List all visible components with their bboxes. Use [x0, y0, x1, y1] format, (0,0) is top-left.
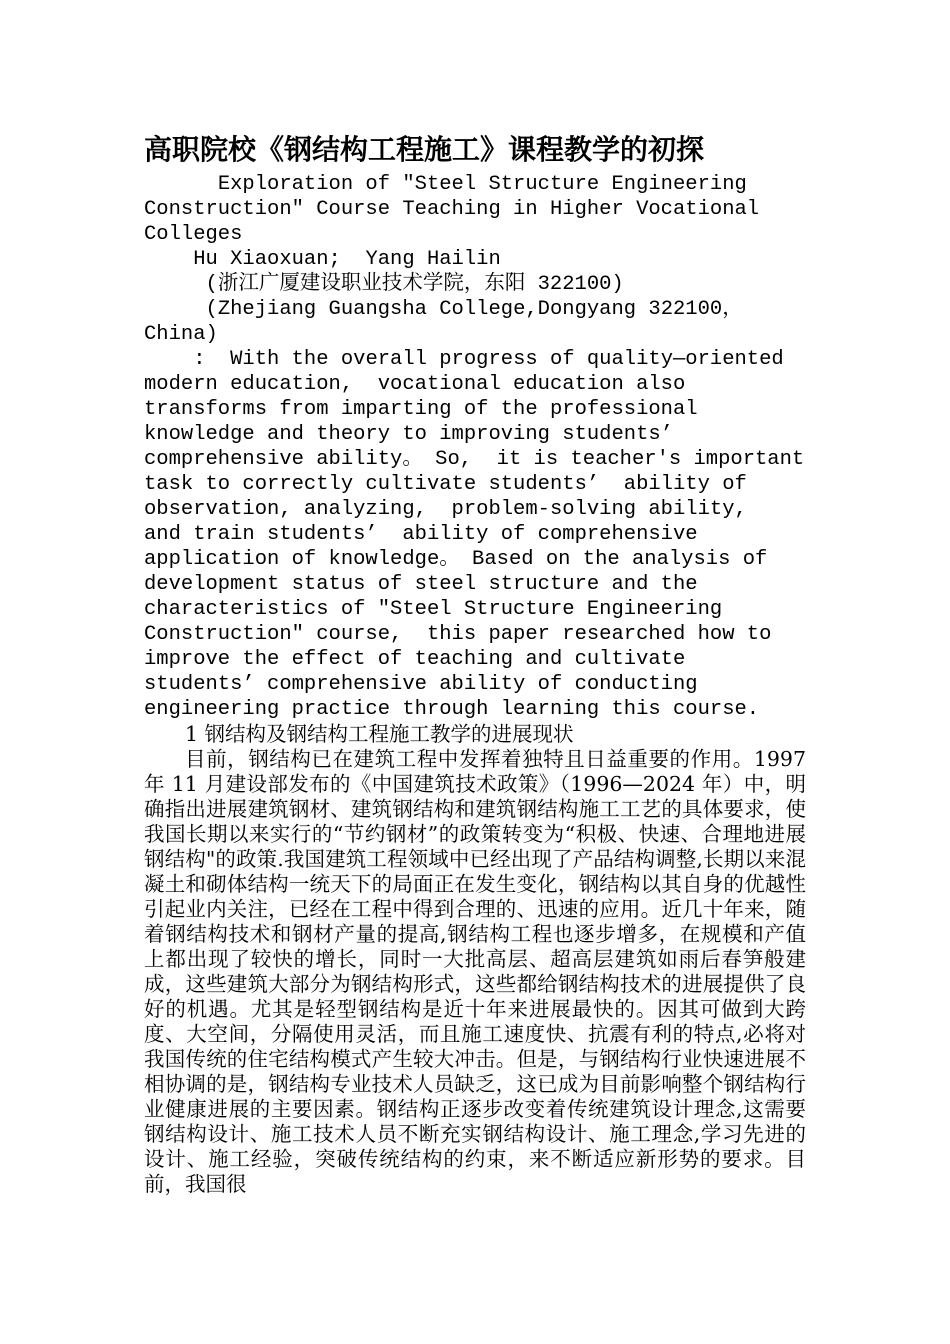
affiliation-en: (Zhejiang Guangsha College,Dongyang 322100，China)	[144, 298, 743, 346]
english-title: Exploration of "Steel Structure Engineering Construction" Course Teaching in Higher Vocational Colleges	[144, 173, 772, 246]
affiliation-cn: (浙江广厦建设职业技术学院，东阳 322100)	[144, 273, 624, 296]
section-heading: 1 钢结构及钢结构工程施工教学的进展现状	[185, 722, 574, 746]
body-paragraph: 目前，钢结构已在建筑工程中发挥着独特且日益重要的作用。1997 年 11 月建设部发布的《中国建筑技术政策》（1996—2024 年）中，明确指出进展建筑钢材、建筑钢结构和建筑钢结构施工工艺的具体要求，使我国长期以来实行的“节约钢材”的政策转变为“积极、快速、合理地进展钢结构"的政策.我国建筑工程领域中已经出现了产品结构调整,长期以来混凝土和砌体结构一统天下的局面正在发生变化，钢结构以其自身的优越性引起业内关注，已经在工程中得到合理的、迅速的应用。近几十年来，随着钢结构技术和钢材产量的提高,钢结构工程也逐步增多，在规模和产值上都出现了较快的增长，同时一大批高层、超高层建筑如雨后春笋般建成，这些建筑大部分为钢结构形式，这些都给钢结构技术的进展提供了良好的机遇。尤其是轻型钢结构是近十年来进展最快的。因其可做到大跨度、大空间，分隔使用灵活，而且施工速度快、抗震有利的特点,必将对我国传统的住宅结构模式产生较大冲击。但是，与钢结构行业快速进展不相协调的是，钢结构专业技术人员缺乏，这已成为目前影响整个钢结构行业健康进展的主要因素。钢结构正逐步改变着传统建筑设计理念,这需要钢结构设计、施工技术人员不断充实钢结构设计、施工理念,学习先进的设计、施工经验，突破传统结构的约束，来不断适应新形势的要求。目前，我国很	[144, 747, 806, 1196]
document-page	[144, 128, 817, 1197]
document-title: 高职院校《钢结构工程施工》课程教学的初探	[144, 133, 705, 166]
abstract: : With the overall progress of quality—oriented modern education, vocational education also transforms from imparting of the professional knowledge and theory to improving students’ comprehensive ability。 So, it is teacher's important task to correctly cultivate students’ ability of observation, analyzing, problem-solving ability, and train students’ ability of comprehensive application of knowledge。 Based on the analysis of development status of steel structure and the characteristics of "Steel Structure Engineering Construction" course, this paper researched how to improve the effect of teaching and cultivate students’ comprehensive ability of conducting engineering practice through learning this course.	[144, 348, 817, 721]
authors: Hu Xiaoxuan; Yang Hailin	[144, 248, 501, 271]
